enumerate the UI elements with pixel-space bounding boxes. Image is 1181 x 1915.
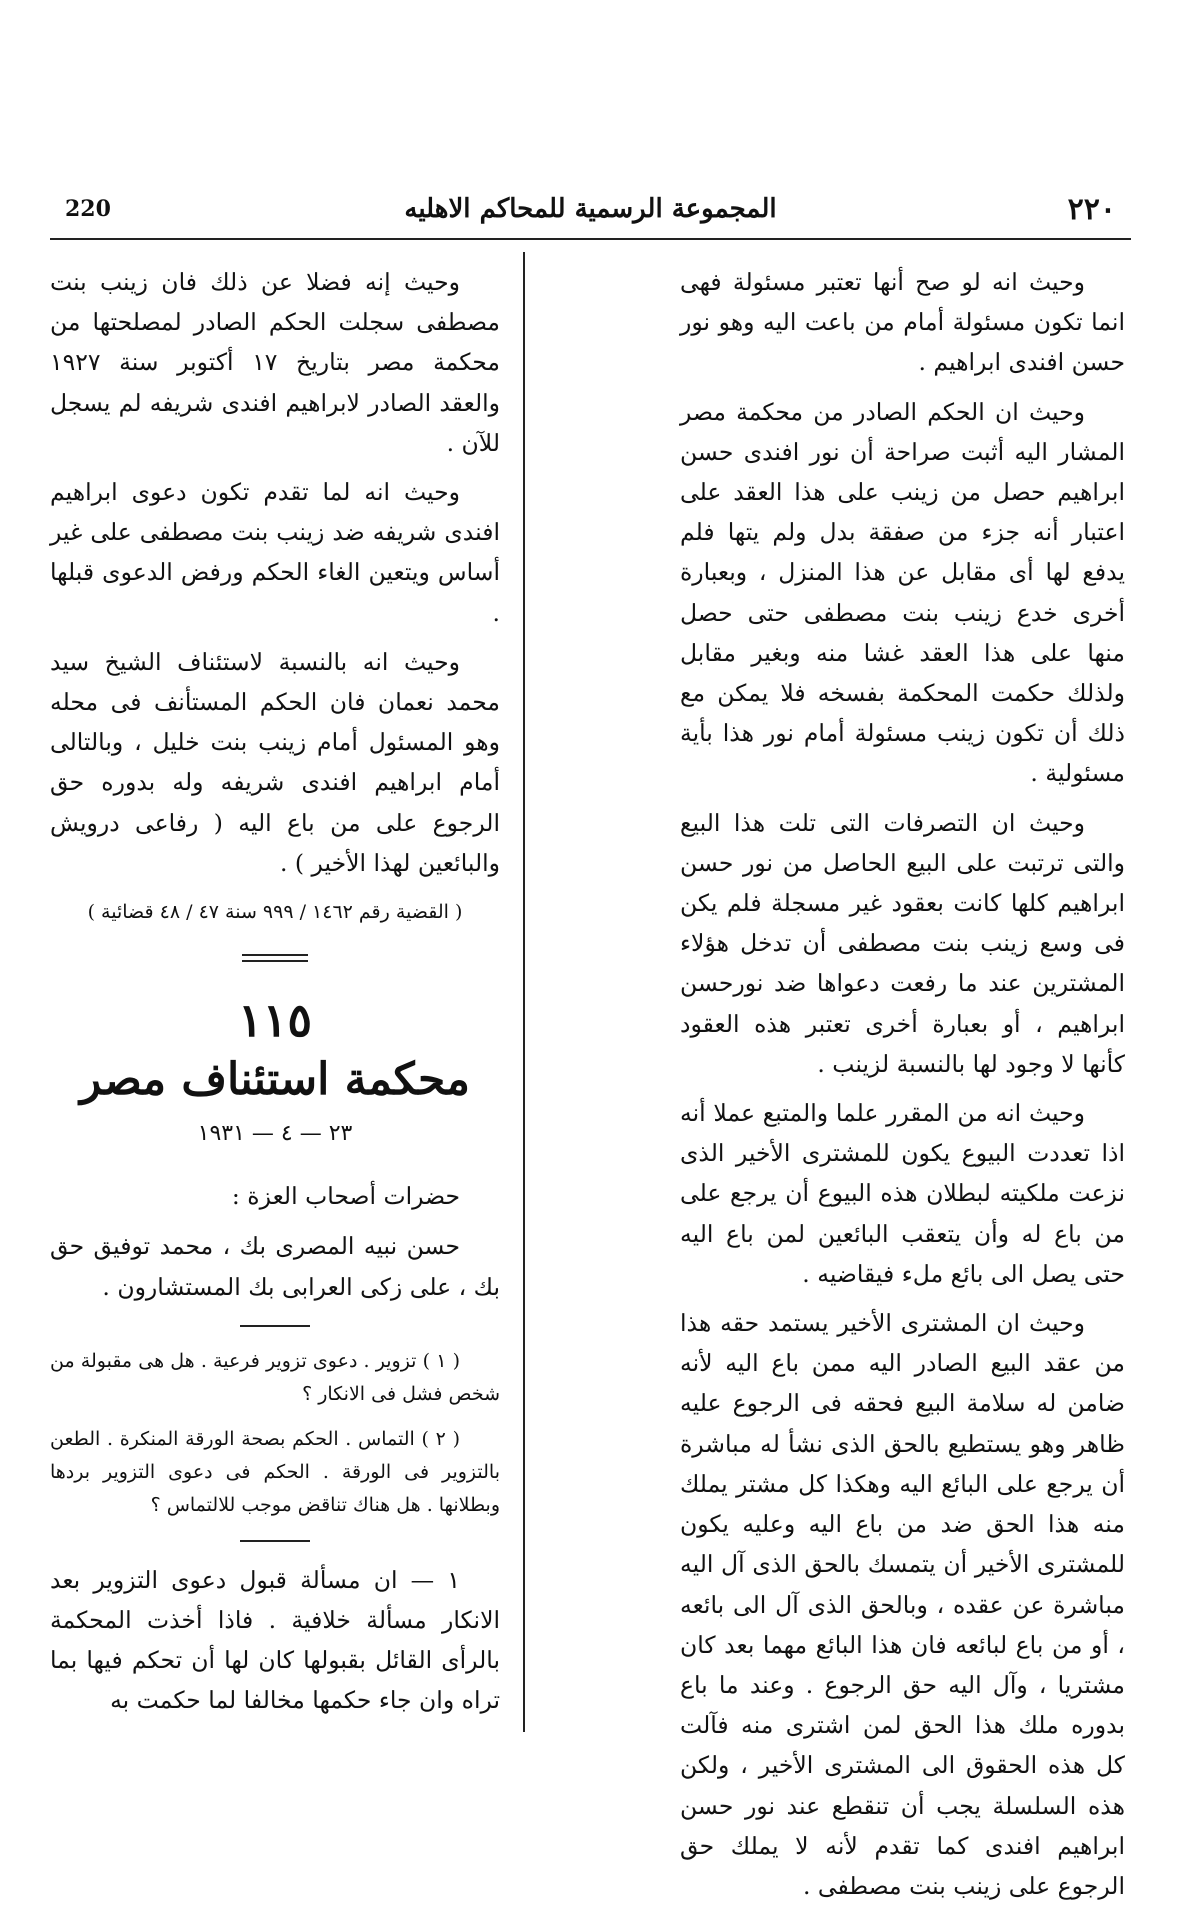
court-name: محكمة استئناف مصر xyxy=(80,1054,470,1106)
rule xyxy=(240,1540,310,1542)
paragraph: وحيث ان المشترى الأخير يستمد حقه هذا من عقد البيع الصادر اليه ممن باع اليه لأنه ضامن له سلامة البيع فحقه فى الرجوع عليه ظاهر وهو يستطيع بالحق الذى نشأ له مباشرة أن يرجع على البائع اليه وهكذا كل مشتر يملك منه هذا الحق ضد من باع اليه وعليه يكون للمشترى الأخير أن يتمسك بالحق الذى آل اليه مباشرة عن عقده ، وبالحق الذى آل الى بائعه ، أو من باع لبائعه فان هذا البائع مهما بعد كان مشتريا ، وآل اليه حق الرجوع . وعند ما باع بدوره ملك هذا الحق لمن اشترى منه فآلت كل هذه الحقوق الى المشترى الأخير ، ولكن هذه السلسلة يجب أن تنقطع عند نور حسن ابراهيم افندى كما تقدم لأنه لا يملك حق الرجوع على زينب بنت مصطفى . xyxy=(680,1309,1125,1900)
paragraph: وحيث ان الحكم الصادر من محكمة مصر المشار اليه أثبت صراحة أن نور افندى حسن ابراهيم حصل من زينب على هذا العقد على اعتبار أنه جزء من صفقة بدل ولم يتها فلم يدفع لها أى مقابل عن هذا المنزل ، وبعبارة أخرى خدع زينب بنت مصطفى حتى حصل منها على هذا العقد غشا منه وبغير مقابل ولذلك حكمت المحكمة بفسخه فلا يمكن مع ذلك أن تكون زينب مسئولة أمام نور هذا بأية مسئولية . xyxy=(680,397,1125,788)
running-title: المجموعة الرسمية للمحاكم الاهليه xyxy=(404,194,777,224)
rule xyxy=(240,1325,310,1327)
judges-heading: حضرات أصحاب العزة : xyxy=(231,1182,460,1211)
page-number-arabic: ٢٢٠ xyxy=(1067,192,1116,227)
principle-paragraph: ١ — ان مسألة قبول دعوى التزوير بعد الانكار مسألة خلافية . فاذا أخذت المحكمة بالرأى القائل بقبولها كان لها أن تحكم فيها بما تراه وان جاء حكمها مخالفا لما حكمت به xyxy=(50,1565,500,1715)
headnote: ( ٢ ) التماس . الحكم بصحة الورقة المنكرة . الطعن بالتزوير فى الورقة . الحكم فى دعوى التزوير بردها وبطلانها . هل هناك تناقض موجب للالتماس ؟ xyxy=(50,1427,500,1516)
case-date: ٢٣ — ٤ — ١٩٣١ xyxy=(197,1121,353,1147)
headnote: ( ١ ) تزوير . دعوى تزوير فرعية . هل هى مقبولة من شخص فشل فى الانكار ؟ xyxy=(50,1349,500,1405)
paragraph: وحيث انه لما تقدم تكون دعوى ابراهيم افندى شريفه ضد زينب بنت مصطفى على غير أساس ويتعين الغاء الحكم ورفض الدعوى قبلها . xyxy=(50,478,500,627)
paragraph: وحيث انه بالنسبة لاستئناف الشيخ سيد محمد نعمان فان الحكم المستأنف فى محله وهو المسئول أمام زينب بنت خليل ، وبالتالى أمام ابراهيم افندى شريفه وله بدوره حق الرجوع على من باع اليه ( رفاعى درويش والبائعين لهذا الأخير ) . xyxy=(50,647,500,877)
page-header xyxy=(55,192,1126,232)
section-separator xyxy=(242,954,308,962)
paragraph: وحيث انه من المقرر علما والمتبع عملا أنه اذا تعددت البيوع يكون للمشترى الأخير الذى نزعت ملكيته لبطلان هذه البيوع أن يرجع على من باع له وأن يتعقب البائعين لمن باع اليه حتى يصل الى بائع ملء فيقاضيه . xyxy=(680,1099,1125,1288)
paragraph: وحيث ان التصرفات التى تلت هذا البيع والتى ترتبت على البيع الحاصل من نور حسن ابراهيم كلها كانت بعقود غير مسجلة فلم يكن فى وسع زينب بنت مصطفى أن تدخل هؤلاء المشترين عند ما رفعت دعواها ضد نورحسن ابراهيم ، أو بعبارة أخرى تعتبر هذه العقود كأنها لا وجود لها بالنسبة لزينب . xyxy=(680,808,1125,1078)
page-number-latin: 220 xyxy=(65,196,111,222)
judges-list: حسن نبيه المصرى بك ، محمد توفيق حق بك ، على زكى العرابى بك المستشارون . xyxy=(50,1232,500,1301)
case-number: ١١٥ xyxy=(237,993,313,1048)
left-column xyxy=(50,262,500,1730)
right-column xyxy=(680,262,1125,1915)
paragraph: وحيث إنه فضلا عن ذلك فان زينب بنت مصطفى سجلت الحكم الصادر لمصلحتها من محكمة مصر بتاريخ ١٧ أكتوبر سنة ١٩٢٧ والعقد الصادر لابراهيم افندى شريفه لم يسجل للآن . xyxy=(50,268,500,457)
column-divider xyxy=(523,252,525,1732)
paragraph: وحيث انه لو صح أنها تعتبر مسئولة فهى انما تكون مسئولة أمام من باعت اليه وهو نور حسن افندى ابراهيم . xyxy=(680,268,1125,377)
header-rule xyxy=(50,238,1131,240)
case-reference: ( القضية رقم ١٤٦٢ / ٩٩٩ سنة ٤٧ / ٤٨ قضائية ) xyxy=(87,901,463,924)
